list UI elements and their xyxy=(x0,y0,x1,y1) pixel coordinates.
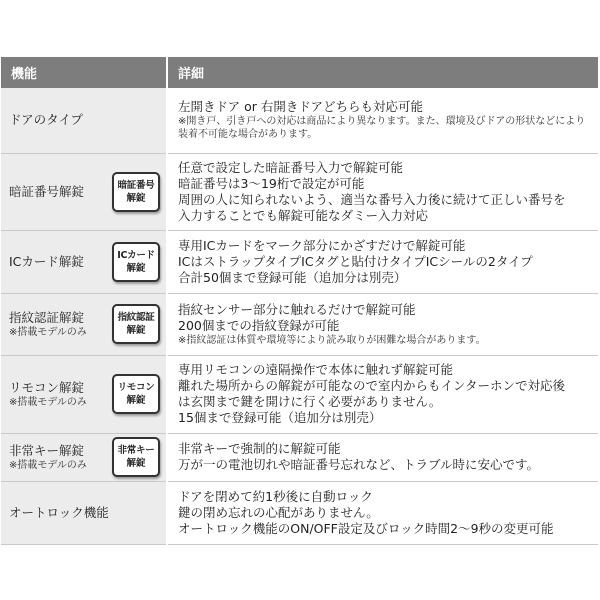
function-name: 暗証番号解錠 xyxy=(9,183,85,199)
badge-sublabel: 解錠 xyxy=(126,395,146,406)
detail-note: ※開き戸、引き戸への対応は商品により異なります。また、環境及びドアの形状などにより装着不可能な場合があります。 xyxy=(178,116,586,141)
header-detail: 詳細 xyxy=(167,57,598,88)
function-cell xyxy=(1,355,167,433)
remote-badge-icon xyxy=(112,374,160,414)
detail-cell xyxy=(167,355,598,433)
badge-label: 暗証番号 xyxy=(117,179,155,191)
detail-line: 専用ICカードをマーク部分にかざすだけで解錠可能 xyxy=(178,237,466,253)
function-name: オートロック機能 xyxy=(9,504,109,520)
emergency-key-badge-icon xyxy=(112,437,160,477)
badge-label: リモコン xyxy=(117,382,155,393)
ic-card-badge-icon xyxy=(112,242,160,282)
function-name: 非常キー解錠 xyxy=(9,442,85,458)
badge-sublabel: 解錠 xyxy=(126,325,146,336)
badge-label: 非常キー xyxy=(117,445,155,456)
detail-line: ドアを閉めて約1秒後に自動ロック xyxy=(178,488,373,504)
badge-sublabel: 解錠 xyxy=(126,262,146,274)
function-cell xyxy=(1,293,167,355)
function-cell xyxy=(1,481,167,544)
spec-table xyxy=(1,57,598,545)
function-cell xyxy=(1,88,167,153)
detail-line: 入力することでも解錠可能なダミー入力対応 xyxy=(178,207,429,223)
detail-line: 離れた場所からの解錠が可能なので室内からもインターホンで対応後 xyxy=(178,378,566,393)
table-row xyxy=(1,293,598,355)
detail-cell xyxy=(167,88,598,153)
table-row xyxy=(1,153,598,230)
function-name: 指紋認証解錠 xyxy=(9,309,85,325)
badge-label: 指紋認証 xyxy=(117,312,155,323)
detail-line: 任意で設定した暗証番号入力で解錠可能 xyxy=(178,159,404,175)
function-name: ドアのタイプ xyxy=(9,112,84,128)
detail-cell xyxy=(167,153,598,230)
detail-cell xyxy=(167,433,598,481)
detail-line: 暗証番号は3～19桁で設定が可能 xyxy=(178,175,365,191)
function-cell xyxy=(1,230,167,293)
function-name: リモコン解錠 xyxy=(9,379,85,395)
function-note: ※搭載モデルのみ xyxy=(9,459,87,471)
table-header-row xyxy=(1,57,598,88)
detail-note: ※指紋認証は体質や環境等により読み取りが困難な場合があります。 xyxy=(178,334,486,346)
detail-line: 15個まで登録可能（追加分は別売） xyxy=(178,410,382,425)
detail-line: 非常キーで強制的に解錠可能 xyxy=(178,441,341,456)
detail-line: 左開きドア or 右開きドアどちらも対応可能 xyxy=(178,99,423,115)
function-cell xyxy=(1,433,167,481)
badge-sublabel: 解錠 xyxy=(126,458,146,469)
badge-label: ICカード xyxy=(117,249,155,261)
detail-line: 専用リモコンの遠隔操作で本体に触れず解錠可能 xyxy=(178,362,454,377)
function-note: ※搭載モデルのみ xyxy=(9,326,87,338)
detail-cell xyxy=(167,481,598,544)
table-row xyxy=(1,230,598,293)
table-row xyxy=(1,481,598,544)
detail-line: 200個までの指紋登録が可能 xyxy=(178,317,340,333)
detail-line: 万が一の電池切れや暗証番号忘れなど、トラブル時に安心です。 xyxy=(178,457,540,472)
table-row xyxy=(1,355,598,433)
table-row xyxy=(1,433,598,481)
detail-line: 周囲の人に知られないよう、適当な番号入力後に続けて正しい番号を xyxy=(178,191,566,207)
detail-line: オートロック機能のON/OFF設定及びロック時間2～9秒の変更可能 xyxy=(178,520,554,536)
table-row xyxy=(1,88,598,153)
detail-line: 合計50個まで登録可能（追加分は別売） xyxy=(178,269,407,285)
detail-line: 鍵の閉め忘れの心配がありません。 xyxy=(178,504,379,520)
detail-line: ICはストラップタイプICタグと貼付けタイプICシールの2タイプ xyxy=(178,253,533,269)
badge-sublabel: 解錠 xyxy=(126,192,146,204)
function-note: ※搭載モデルのみ xyxy=(9,396,87,408)
fingerprint-badge-icon xyxy=(112,304,160,344)
detail-cell xyxy=(167,230,598,293)
detail-line: は玄関まで鍵を開けに行く必要がありません。 xyxy=(178,394,442,409)
header-function: 機能 xyxy=(1,57,167,88)
detail-line: 指紋センサー部分に触れるだけで解錠可能 xyxy=(178,301,416,317)
function-cell xyxy=(1,153,167,230)
detail-cell xyxy=(167,293,598,355)
pin-unlock-badge-icon xyxy=(112,172,160,212)
function-name: ICカード解錠 xyxy=(9,253,84,269)
